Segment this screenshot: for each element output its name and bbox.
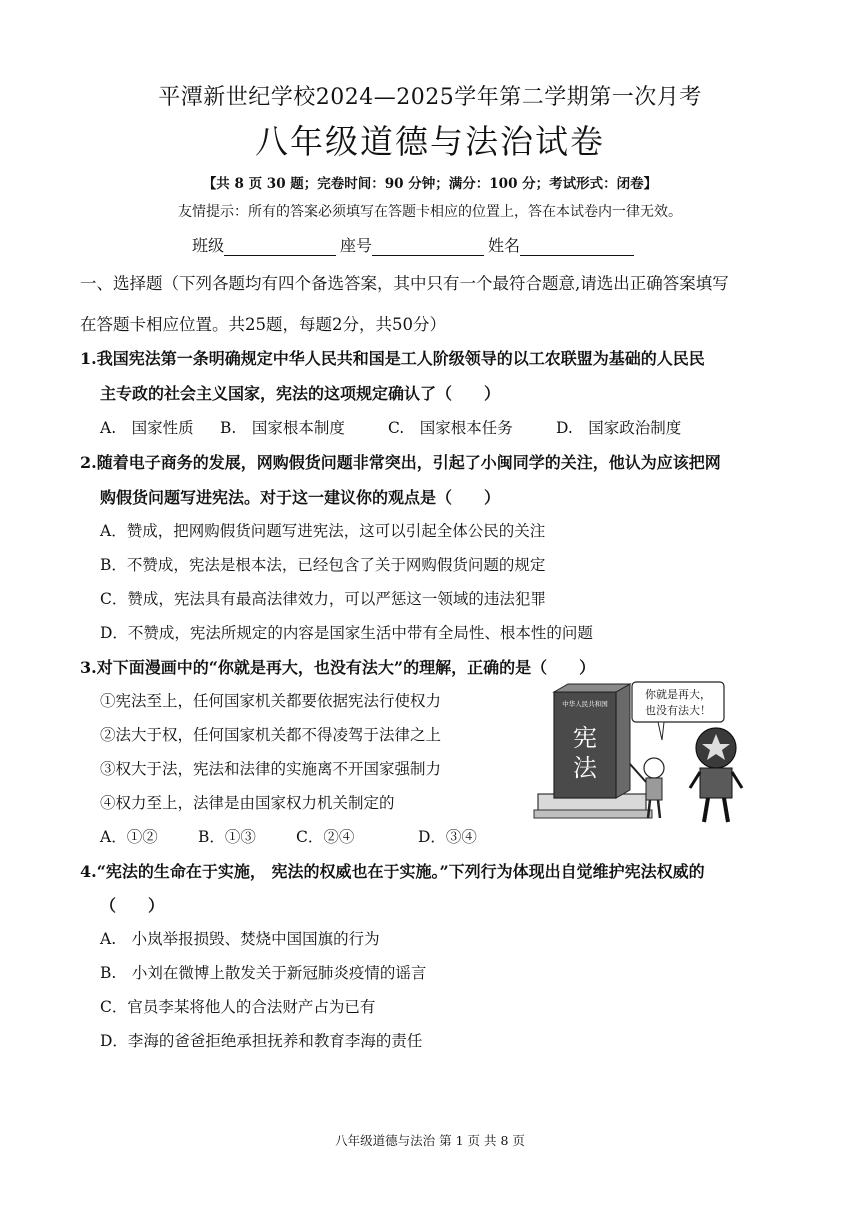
question-4-line1: 4.“宪法的生命在于实施， 宪法的权威也在于实施。”下列行为体现出自觉维护宪法权威的 — [80, 862, 705, 881]
name-label: 姓名 — [488, 236, 521, 255]
official-leg-left — [704, 798, 708, 822]
official-body — [700, 768, 732, 798]
small-person-leg-right — [658, 800, 660, 818]
question-3-options — [100, 825, 477, 847]
speech-bubble-tail — [658, 722, 664, 740]
q1-option-d[interactable]: D. 国家政治制度 — [556, 419, 682, 437]
q4-option-d[interactable]: D．李海的爸爸拒绝承担抚养和教育李海的责任 — [100, 1032, 423, 1050]
book-char-fa: 法 — [573, 754, 597, 782]
q3-statement-2: ②法大于权，任何国家机关都不得凌驾于法律之上 — [100, 726, 442, 744]
official-leg-right — [724, 798, 728, 822]
section-heading-line1: 一、选择题（下列各题均有四个备选答案，其中只有一个最符合题意,请选出正确答案填写 — [80, 274, 729, 293]
speech-line-2: 也没有法大！ — [645, 704, 711, 717]
q3-statement-3: ③权大于法，宪法和法律的实施离不开国家强制力 — [100, 760, 442, 778]
school-exam-heading: 平潭新世纪学校2024—2025学年第二学期第一次月考 — [158, 85, 702, 110]
book-top — [554, 684, 630, 692]
small-person-head — [644, 758, 664, 778]
q2-option-c[interactable]: C．赞成，宪法具有最高法律效力，可以严惩这一领域的违法犯罪 — [100, 590, 546, 608]
class-blank[interactable] — [224, 239, 336, 256]
q3-option-c[interactable]: C．②④ — [296, 828, 355, 846]
name-blank[interactable] — [520, 239, 634, 256]
book-small-title: 中华人民共和国 — [562, 700, 608, 708]
question-1-line2: 主专政的社会主义国家，宪法的这项规定确认了（ ） — [100, 384, 501, 403]
pedestal-base — [534, 810, 652, 818]
question-4-line2: （ ） — [100, 896, 165, 915]
student-info-fields — [192, 233, 638, 256]
small-person-body — [646, 778, 662, 800]
q4-option-a[interactable]: A. 小岚举报损毁、焚烧中国国旗的行为 — [100, 930, 380, 948]
q3-option-a[interactable]: A．①② — [100, 828, 158, 846]
q1-option-c[interactable]: C. 国家根本任务 — [388, 419, 513, 437]
friendly-tip: 友情提示：所有的答案必须填写在答题卡相应的位置上，答在本试卷内一律无效。 — [178, 204, 682, 220]
book-spine — [616, 684, 630, 798]
q2-option-d[interactable]: D．不赞成，宪法所规定的内容是国家生活中带有全局性、根本性的问题 — [100, 624, 593, 642]
q3-option-b[interactable]: B．①③ — [198, 828, 256, 846]
question-2-line1: 2.随着电子商务的发展，网购假货问题非常突出，引起了小闽同学的关注，他认为应该把网 — [80, 453, 721, 472]
q2-option-a[interactable]: A．赞成，把网购假货问题写进宪法，这可以引起全体公民的关注 — [100, 522, 546, 540]
question-1-line1: 1.我国宪法第一条明确规定中华人民共和国是工人阶级领导的以工农联盟为基础的人民民 — [80, 349, 705, 368]
question-3-line1: 3.对下面漫画中的“你就是再大，也没有法大”的理解，正确的是（ ） — [80, 658, 596, 677]
q1-option-a[interactable]: A. 国家性质 — [100, 419, 194, 437]
q4-option-c[interactable]: C．官员李某将他人的合法财产占为已有 — [100, 998, 376, 1016]
book-char-xian: 宪 — [573, 724, 597, 752]
speech-line-1: 你就是再大， — [645, 688, 711, 701]
q3-statement-4: ④权力至上，法律是由国家权力机关制定的 — [100, 794, 395, 812]
q2-option-b[interactable]: B．不赞成，宪法是根本法，已经包含了关于网购假货问题的规定 — [100, 556, 546, 574]
q4-option-b[interactable]: B. 小刘在微博上散发关于新冠肺炎疫情的谣言 — [100, 964, 427, 982]
q3-statement-1: ①宪法至上，任何国家机关都要依据宪法行使权力 — [100, 692, 442, 710]
official-arm-right — [732, 772, 742, 788]
page-title: 八年级道德与法治试卷 — [255, 122, 605, 161]
constitution-cartoon — [530, 676, 770, 828]
official-arm-left — [690, 772, 700, 788]
class-label: 班级 — [192, 236, 225, 255]
page-footer: 八年级道德与法治 第 1 页 共 8 页 — [335, 1133, 525, 1148]
seat-blank[interactable] — [372, 239, 484, 256]
question-1-options — [100, 416, 681, 438]
question-2-line2: 购假货问题写进宪法。对于这一建议你的观点是（ ） — [100, 488, 501, 507]
q1-option-b[interactable]: B. 国家根本制度 — [220, 419, 345, 437]
exam-info: 【共 8 页 30 题；完卷时间：90 分钟；满分：100 分；考试形式：闭卷】 — [202, 176, 658, 192]
seat-label: 座号 — [340, 236, 373, 255]
section-heading-line2: 在答题卡相应位置。共25题，每题2分，共50分） — [80, 315, 446, 334]
q3-option-d[interactable]: D．③④ — [418, 828, 477, 846]
